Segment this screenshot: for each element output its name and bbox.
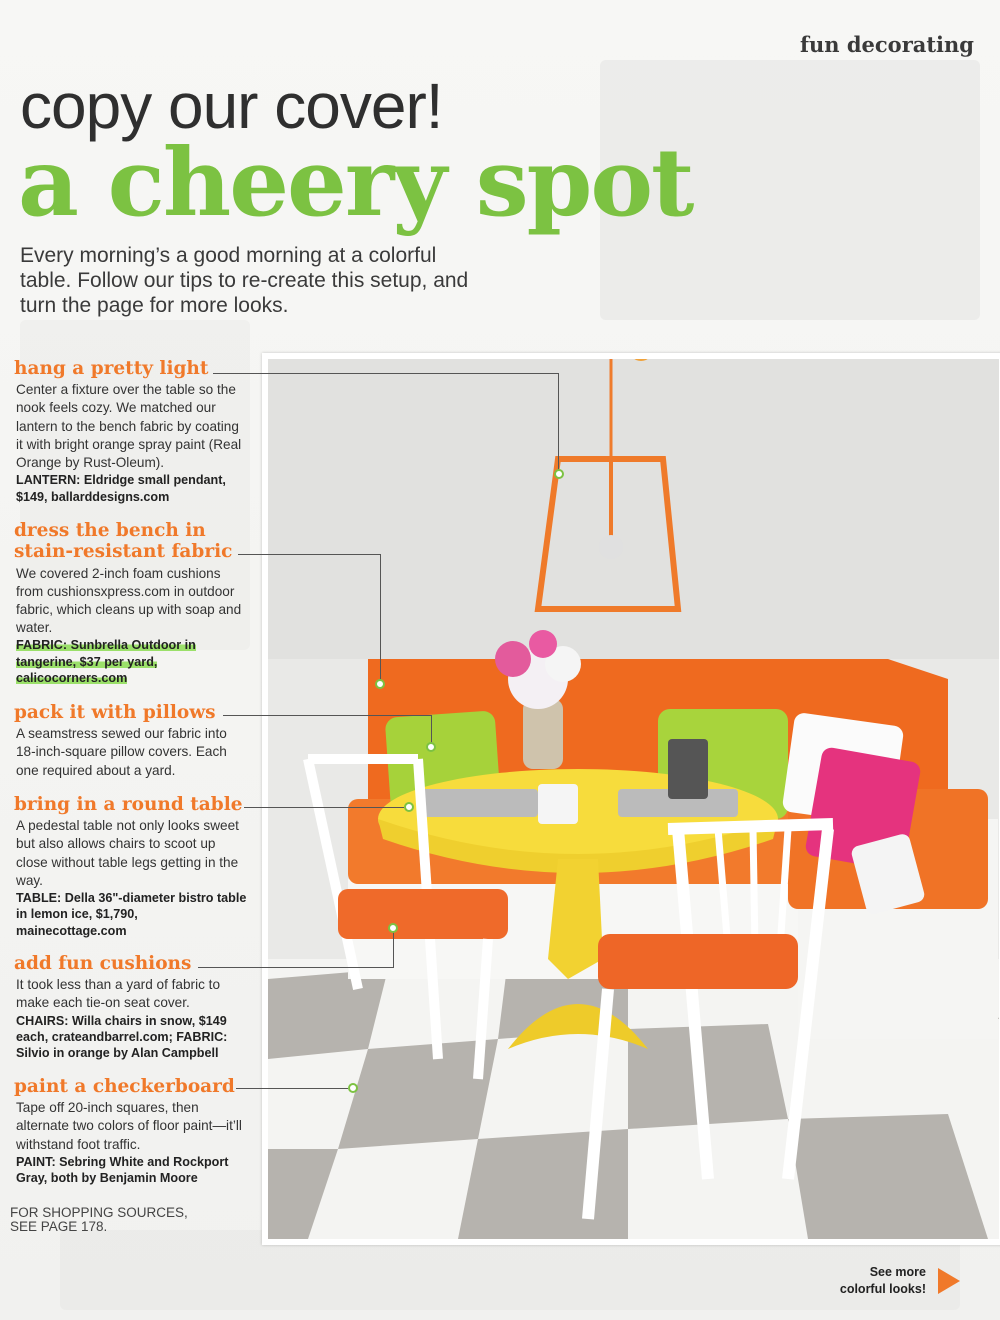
tip-dress-bench xyxy=(14,520,249,686)
tip-body: A seamstress sewed our fabric into 18-inch-square pillow covers. Each one required about a yard. xyxy=(16,726,227,778)
tip-title: dress the bench in stain-resistant fabric xyxy=(14,520,233,563)
see-more-line1: See more xyxy=(869,1265,926,1279)
leader-line xyxy=(244,807,404,809)
callout-dot xyxy=(375,679,385,689)
section-label: fun decorating xyxy=(799,32,974,57)
tip-title: pack it with pillows xyxy=(14,702,216,723)
arrow-right-icon[interactable] xyxy=(938,1268,960,1294)
tip-credit: CHAIRS: Willa chairs in snow, $149 each, crateandbarrel.com; FABRIC: Silvio in orange by Alan Campbell xyxy=(16,1013,228,1061)
tip-body: A pedestal table not only looks sweet but also allows chairs to scoot up close without table legs getting in the way. xyxy=(16,818,239,888)
tip-checkerboard xyxy=(14,1076,249,1187)
callout-dot xyxy=(388,923,398,933)
tip-fun-cushions xyxy=(14,953,249,1062)
callout-dot xyxy=(554,469,564,479)
leader-line xyxy=(213,373,559,474)
see-more-link[interactable] xyxy=(840,1264,926,1298)
tip-pillows xyxy=(14,702,249,780)
tip-body: Tape off 20-inch squares, then alternate two colors of floor paint—it’ll withstand foot traffic. xyxy=(16,1100,242,1152)
tip-round-table xyxy=(14,794,249,939)
shopping-sources-note: FOR SHOPPING SOURCES, SEE PAGE 178. xyxy=(10,1205,188,1235)
breakfast-nook-photo xyxy=(262,353,1000,1245)
callout-dot xyxy=(426,742,436,752)
tip-title: add fun cushions xyxy=(14,953,192,974)
callout-dot xyxy=(348,1083,358,1093)
leader-line xyxy=(223,715,432,744)
headline: a cheery spot xyxy=(18,128,693,238)
tip-body: Center a fixture over the table so the nook feels cozy. We matched our lantern to the bench fabric by coating it with bright orange spray paint (Real Orange by Rust-Oleum). xyxy=(16,382,242,471)
tip-title: paint a checkerboard xyxy=(14,1076,235,1097)
kicker-title: copy our cover! xyxy=(20,70,443,142)
leader-line xyxy=(236,1088,348,1090)
tip-credit: LANTERN: Eldridge small pendant, $149, ballarddesigns.com xyxy=(16,473,226,504)
tip-body: We covered 2-inch foam cushions from cushionsxpress.com in outdoor fabric, which cleans up with soap and water. xyxy=(16,565,242,636)
tip-title: hang a pretty light xyxy=(14,358,209,379)
tip-title: bring in a round table xyxy=(14,794,243,815)
leader-line xyxy=(198,929,394,968)
leader-line xyxy=(238,554,381,681)
tip-credit: TABLE: Della 36"-diameter bistro table in lemon ice, $1,790, mainecottage.com xyxy=(16,891,247,938)
tip-credit: PAINT: Sebring White and Rockport Gray, both by Benjamin Moore xyxy=(16,1154,229,1186)
callout-dot xyxy=(404,802,414,812)
see-more-line2: colorful looks! xyxy=(839,1281,926,1296)
tip-credit: FABRIC: Sunbrella Outdoor in tangerine, $37 per yard, calicocorners.com xyxy=(16,638,196,686)
tip-body: It took less than a yard of fabric to make each tie-on seat cover. xyxy=(16,977,221,1011)
intro-paragraph: Every morning’s a good morning at a colorful table. Follow our tips to re-create this setup, and turn the page for more looks. xyxy=(20,244,469,317)
